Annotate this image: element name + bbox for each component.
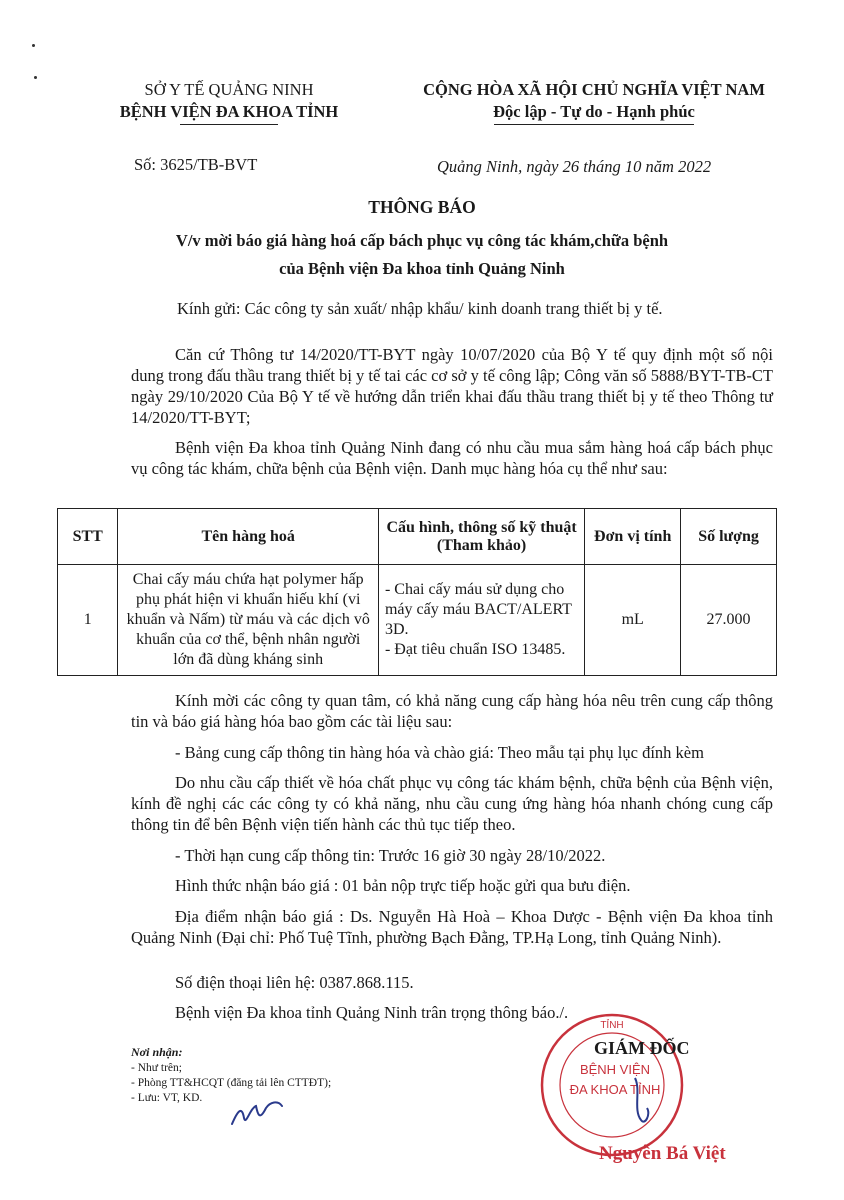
subject-line-1: V/v mời báo giá hàng hoá cấp bách phục vụ công tác khám,chữa bệnh [175, 231, 669, 250]
paragraph-deadline: - Thời hạn cung cấp thông tin: Trước 16 giờ 30 ngày 28/10/2022. [175, 846, 606, 865]
recipient-line: Kính gửi: Các công ty sản xuất/ nhập khẩu/ kinh doanh trang thiết bị y tế. [177, 299, 663, 318]
motto: Độc lập - Tự do - Hạnh phúc [493, 102, 695, 121]
recipient-item: - Lưu: VT, KD. [131, 1092, 203, 1104]
signer-name: Nguyễn Bá Việt [599, 1143, 726, 1164]
paragraph-urgency: Do nhu cầu cấp thiết về hóa chất phục vụ công tác khám bệnh, chữa bệnh của Bệnh viện, kính đề nghị các các công ty có khả năng, nhu cầu cung ứng hàng hóa nhanh chóng cung cấp thông tin để bên Bệnh viện tiến hành các thủ tục tiếp theo. [131, 773, 773, 834]
paragraph-method: Hình thức nhận báo giá : 01 bản nộp trực tiếp hoặc gửi qua bưu điện. [175, 876, 631, 895]
recipient-item: - Như trên; [131, 1062, 182, 1074]
recipient-item: - Phòng TT&HCQT (đăng tải lên CTTĐT); [131, 1077, 332, 1089]
cell-unit: mL [585, 565, 681, 676]
spec-line-1: - Chai cấy máu sử dụng cho máy cấy máu BACT/ALERT 3D. [384, 581, 572, 638]
official-seal-icon [537, 1010, 687, 1160]
paragraph-need: Bệnh viện Đa khoa tỉnh Quảng Ninh đang có nhu cầu mua sắm hàng hoá cấp bách phục vụ công tác khám, chữa bệnh của Bệnh viện. Danh mục hàng hóa cụ thể như sau: [131, 438, 773, 478]
paragraph-phone: Số điện thoại liên hệ: 0387.868.115. [175, 973, 414, 992]
signer-position: GIÁM ĐỐC [594, 1038, 690, 1058]
stamp-line-1: BỆNH VIỆN [579, 1062, 651, 1077]
ministry-name: SỞ Y TẾ QUẢNG NINH [144, 80, 314, 99]
cell-quantity: 27.000 [681, 565, 777, 676]
goods-table [57, 508, 777, 676]
hospital-name: BỆNH VIỆN ĐA KHOA TỈNH [119, 102, 339, 121]
cell-name: Chai cấy máu chứa hạt polymer hấp phụ phát hiện vi khuẩn hiếu khí (vi khuẩn và Nấm) từ máu và các dịch vô khuẩn của cơ thể, bệnh nhân người lớn đã dùng kháng sinh [118, 565, 379, 676]
paragraph-legal-basis: Căn cứ Thông tư 14/2020/TT-BYT ngày 10/07/2020 của Bộ Y tế quy định một số nội dung trong đấu thầu trang thiết bị y tế tai các cơ sở y tế công lập; Công văn số 5888/BYT-TB-CT ngày 29/10/2020 Của Bộ Y tế về hướng dẫn triển khai đấu thầu trang thiết bị y tế theo Thông tư 14/2020/TT-BYT; [131, 345, 773, 427]
initial-signature-icon [228, 1096, 288, 1130]
recipients-heading: Nơi nhận: [131, 1045, 183, 1059]
col-header-name: Tên hàng hoá [118, 509, 379, 565]
scan-speck [34, 76, 37, 79]
stamp-top-text: TỈNH [600, 1020, 624, 1031]
col-header-quantity: Số lượng [681, 509, 777, 565]
col-header-unit: Đơn vị tính [585, 509, 681, 565]
closing-line: Bệnh viện Đa khoa tỉnh Quảng Ninh trân trọng thông báo./. [175, 1003, 569, 1022]
subject-line-2: của Bệnh viện Đa khoa tỉnh Quảng Ninh [279, 259, 565, 278]
paragraph-form: - Bảng cung cấp thông tin hàng hóa và chào giá: Theo mẫu tại phụ lục đính kèm [175, 743, 704, 762]
paragraph-invitation: Kính mời các công ty quan tâm, có khả năng cung cấp hàng hóa nêu trên cung cấp thông tin và báo giá hàng hóa bao gồm các tài liệu sau: [131, 691, 773, 731]
header-left [88, 79, 370, 125]
header-left-underline [180, 124, 278, 125]
spec-line-2: - Đạt tiêu chuẩn ISO 13485. [384, 641, 566, 658]
country-name: CỘNG HÒA XÃ HỘI CHỦ NGHĨA VIỆT NAM [423, 80, 765, 99]
motto-underline [494, 124, 694, 125]
doc-number: Số: 3625/TB-BVT [134, 155, 258, 174]
col-header-spec: Cấu hình, thông số kỹ thuật (Tham khảo) [378, 509, 584, 565]
stamp-line-2: ĐA KHOA TỈNH [569, 1082, 661, 1097]
cell-spec [378, 565, 584, 676]
cell-stt: 1 [58, 565, 118, 676]
place-date: Quảng Ninh, ngày 26 tháng 10 năm 2022 [437, 157, 712, 176]
header-right [378, 79, 810, 125]
table-row [58, 565, 777, 676]
doc-title: THÔNG BÁO [368, 197, 476, 217]
scan-speck [32, 44, 35, 47]
paragraph-address: Địa điểm nhận báo giá : Ds. Nguyễn Hà Hoà – Khoa Dược - Bệnh viện Đa khoa tỉnh Quảng Ninh (Đại chỉ: Phố Tuệ Tĩnh, phường Bạch Đằng, TP.Hạ Long, tỉnh Quảng Ninh). [131, 907, 773, 947]
table-header-row [58, 509, 777, 565]
col-header-stt: STT [58, 509, 118, 565]
